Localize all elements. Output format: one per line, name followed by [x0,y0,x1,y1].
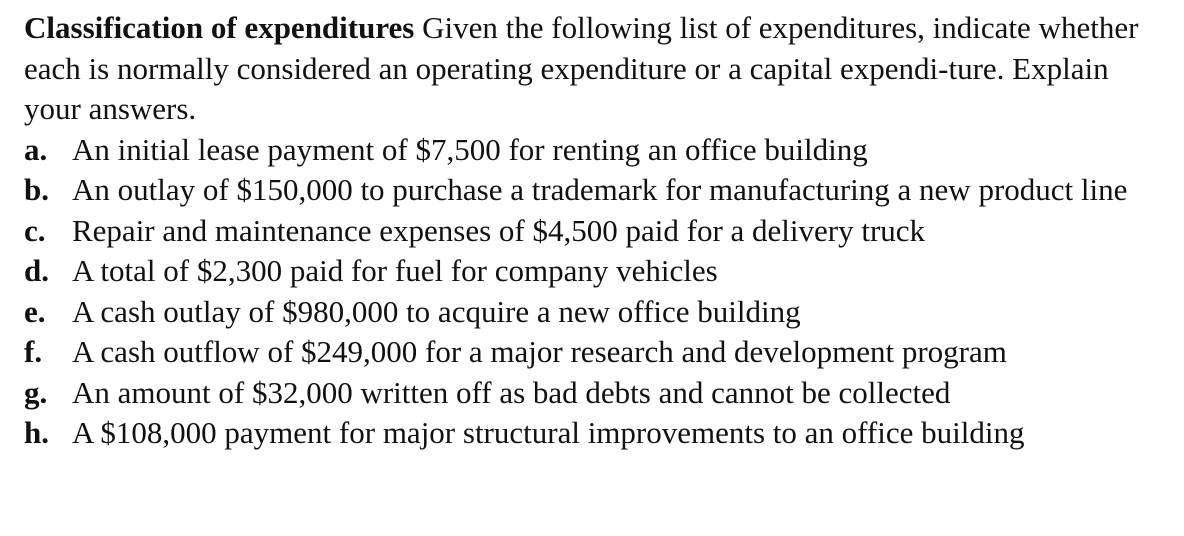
item-letter: a. [24,131,48,167]
item-letter: d. [24,253,49,288]
item-letter: e. [24,293,46,329]
expenditure-list [24,130,1164,454]
list-item-b [24,170,1164,211]
list-item-d [24,251,1164,292]
item-text: A cash outlay of $980,000 to acquire a new office building [72,293,801,329]
item-letter: f. [24,334,43,369]
problem-intro-text: Given the following list of expenditures, indicate whether each is normally considered an operating expenditure or a capital expendi-ture. Explain your answers. [24,10,1139,126]
item-text: A $108,000 payment for major structural improvements to an office building [72,415,1025,450]
item-text: Repair and maintenance expenses of $4,500 paid for a delivery truck [72,212,926,248]
item-text: A cash outflow of $249,000 for a major research and development program [72,334,1007,369]
item-letter: g. [24,374,48,410]
list-item-a [24,130,1164,171]
list-item-g [24,373,1164,414]
item-text: An initial lease payment of $7,500 for renting an office building [72,131,868,167]
item-letter: c. [24,212,46,248]
list-item-f [24,332,1164,373]
list-item-e [24,292,1164,333]
item-text: An outlay of $150,000 to purchase a trademark for manufacturing a new product line [72,172,1128,207]
item-text: An amount of $32,000 written off as bad debts and cannot be collected [72,374,951,410]
problem-block [24,8,1164,454]
problem-intro [24,8,1164,130]
item-letter: h. [24,415,49,450]
item-letter: b. [24,172,49,207]
list-item-h [24,413,1164,454]
item-text: A total of $2,300 paid for fuel for company vehicles [72,253,718,288]
list-item-c [24,211,1164,252]
problem-heading: Classification of expenditures [24,10,415,45]
